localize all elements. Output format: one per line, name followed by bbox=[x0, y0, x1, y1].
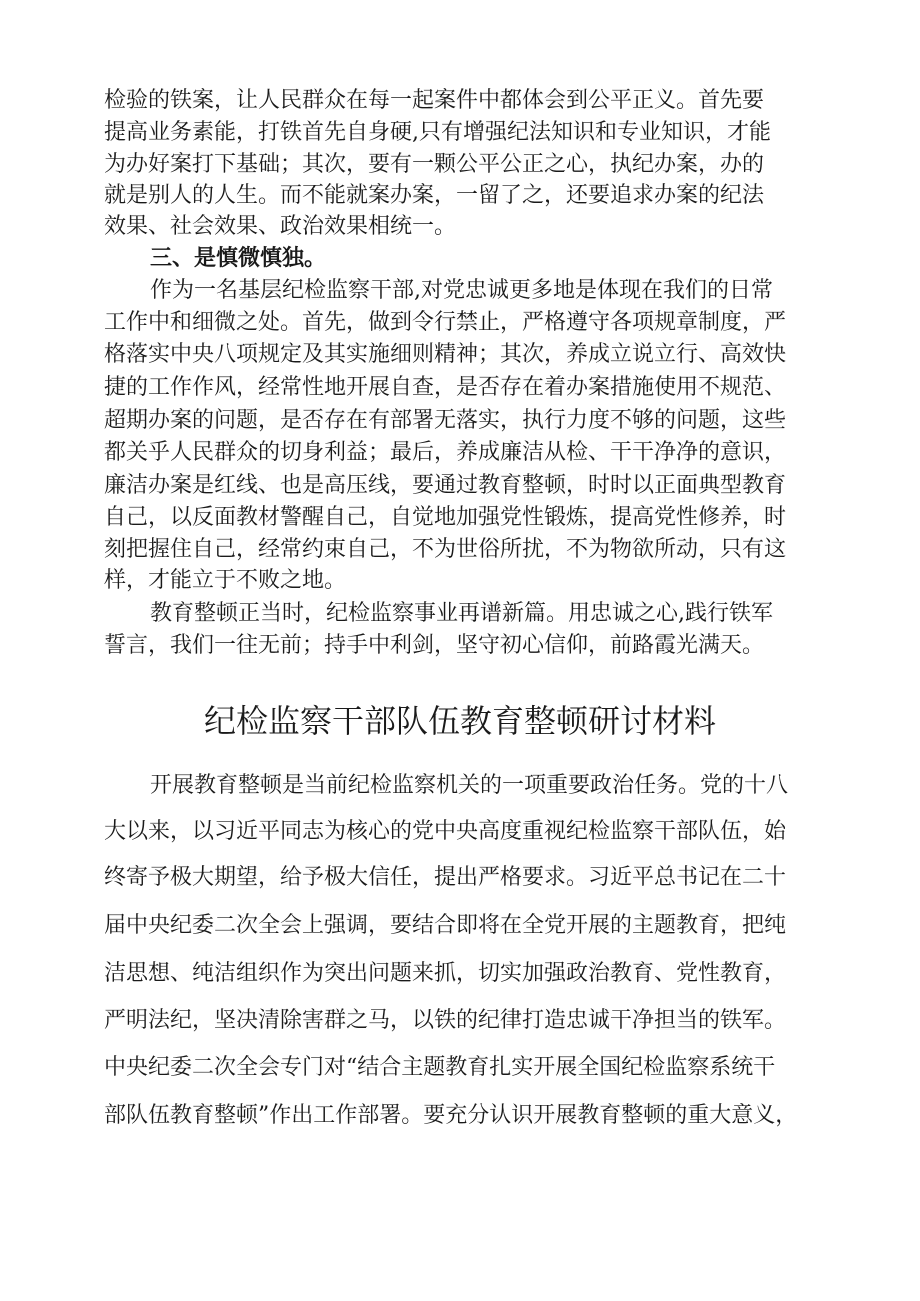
paragraph-line: 样，才能立于不败之地。 bbox=[104, 568, 347, 593]
paragraph-line: 洁思想、纯洁组织作为突出问题来抓，切实加强政治教育、党性教育， bbox=[104, 961, 787, 986]
section-heading: 三、是慎微慎独。 bbox=[150, 246, 327, 271]
paragraph-line: 格落实中央八项规定及其实施细则精神；其次，养成立说立行、高效快 bbox=[104, 342, 787, 367]
paragraph-line: 都关乎人民群众的切身利益；最后，养成廉洁从检、干干净净的意识， bbox=[104, 440, 787, 465]
paragraph-line: 严明法纪，坚决清除害群之马，以铁的纪律打造忠诚干净担当的铁军。 bbox=[104, 1008, 787, 1033]
paragraph-line: 教育整顿正当时，纪检监察事业再谱新篇。用忠诚之心,践行铁军 bbox=[150, 601, 773, 626]
paragraph-line: 刻把握住自己，经常约束自己，不为世俗所扰，不为物欲所动，只有这 bbox=[104, 537, 787, 562]
paragraph-line: 作为一名基层纪检监察干部,对党忠诚更多地是体现在我们的日常 bbox=[150, 278, 773, 303]
paragraph-line: 自己，以反面教材警醒自己，自觉地加强党性锻炼，提高党性修养，时 bbox=[104, 505, 787, 530]
paragraph-line: 届中央纪委二次全会上强调，要结合即将在全党开展的主题教育，把纯 bbox=[104, 913, 787, 938]
paragraph-line: 开展教育整顿是当前纪检监察机关的一项重要政治任务。党的十八 bbox=[150, 773, 789, 798]
paragraph-line: 超期办案的问题，是否存在有部署无落实，执行力度不够的问题，这些 bbox=[104, 408, 787, 433]
paragraph-line: 誓言，我们一往无前；持手中利剑，坚守初心信仰，前路霞光满天。 bbox=[104, 633, 765, 658]
paragraph-line: 工作中和细微之处。首先，做到令行禁止，严格遵守各项规章制度，严 bbox=[104, 310, 787, 335]
paragraph-line: 提高业务素能，打铁首先自身硬,只有增强纪法知识和专业知识，才能 bbox=[104, 120, 771, 145]
paragraph-line: 为办好案打下基础；其次，要有一颗公平公正之心，执纪办案，办的 bbox=[104, 152, 765, 177]
paragraph-line: 就是别人的人生。而不能就案办案，一留了之，还要追求办案的纪法 bbox=[104, 183, 765, 208]
paragraph-line: 检验的铁案，让人民群众在每一起案件中都体会到公平正义。首先要 bbox=[104, 88, 765, 113]
paragraph-line: 效果、社会效果、政治效果相统一。 bbox=[104, 214, 457, 239]
paragraph-line: 捷的工作作风，经常性地开展自查，是否存在着办案措施使用不规范、 bbox=[104, 375, 787, 400]
paragraph-line: 部队伍教育整顿”作出工作部署。要充分认识开展教育整顿的重大意义， bbox=[104, 1103, 798, 1128]
paragraph-line: 中央纪委二次全会专门对“结合主题教育扎实开展全国纪检监察系统干 bbox=[104, 1055, 776, 1080]
paragraph-line: 终寄予极大期望，给予极大信任，提出严格要求。习近平总书记在二十 bbox=[104, 865, 787, 890]
paragraph-line: 大以来，以习近平同志为核心的党中央高度重视纪检监察干部队伍，始 bbox=[104, 819, 787, 844]
paragraph-line: 廉洁办案是红线、也是高压线，要通过教育整顿，时时以正面典型教育 bbox=[104, 473, 787, 498]
document-title: 纪检监察干部队伍教育整顿研讨材料 bbox=[203, 702, 716, 740]
